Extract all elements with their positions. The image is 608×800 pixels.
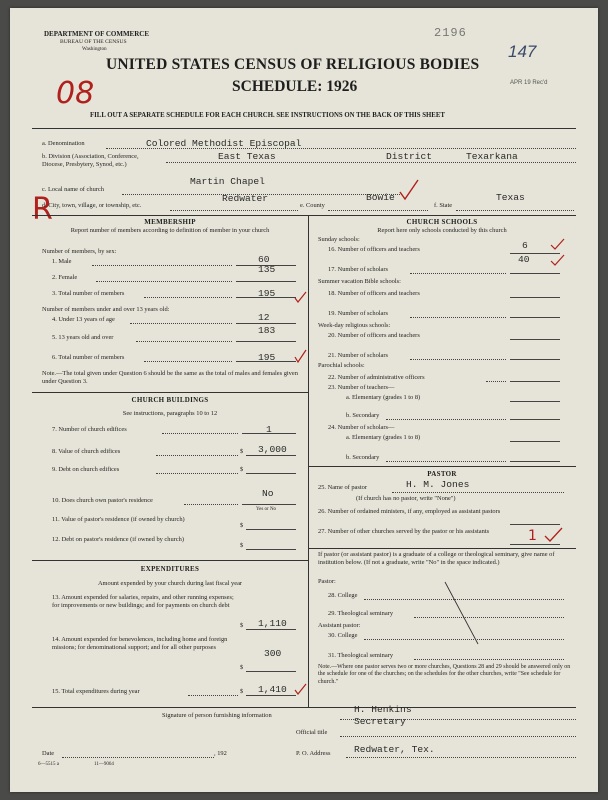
pastor-note: Note.—Where one pastor serves two or more churches, Questions 28 and 29 should be answered only on the schedule for one of the churches; on the schedules for the other churches, write "See schedule for church." [318,664,571,685]
over-13-value: 183 [258,325,276,336]
stamp-number: 2196 [434,26,467,40]
weekday-scholars-leader [410,359,506,360]
seminary-line [414,617,564,618]
state-line [456,210,574,211]
under-13-label: 4. Under 13 years of age [52,316,115,323]
teachers-label: 23. Number of teachers— [328,384,395,391]
benevolences-value: 300 [264,648,282,659]
check-mark-icon [544,526,564,544]
dollar-sign: $ [240,466,244,473]
buildings-title: CHURCH BUILDINGS [131,396,209,404]
summer-scholars-line [510,317,560,318]
city-value: Redwater [222,193,269,204]
check-mark-icon [550,236,566,252]
weekday-teachers-line [510,339,560,340]
total-members-2-leader [144,361,232,362]
female-leader [96,281,232,282]
admin-officers-leader [486,381,506,382]
seminary-label: 29. Theological seminary [328,610,394,617]
assistant-pastor-sublabel: Assistant pastor: [318,622,361,629]
handwritten-number: 147 [508,42,537,61]
sunday-scholars-label: 17. Number of scholars [328,266,388,273]
benevolences-label: 14. Amount expended for benevolences, including home and foreign missions; for denominational support; and for all other purposes [52,636,228,651]
body-divider [32,707,576,708]
teachers-secondary-label: b. Secondary [346,412,380,419]
yes-no-hint: Yes or No [256,507,277,512]
asst-seminary-label: 31. Theological seminary [328,652,394,659]
pastor-name-value: H. M. Jones [406,479,470,490]
teachers-secondary-leader [386,419,506,420]
expenditures-title: EXPENDITURES [140,565,200,573]
weekday-scholars-label: 21. Number of scholars [328,352,388,359]
check-mark-icon [294,290,308,304]
city-line [170,210,298,211]
edifice-value-label: 8. Value of church edifices [52,448,121,455]
total-expenditures-leader [188,695,238,696]
po-address-value: Redwater, Tex. [354,744,435,755]
admin-officers-label: 22. Number of administrative officers [328,374,425,381]
department-name: DEPARTMENT OF COMMERCE [44,30,150,38]
residence-debt-label: 12. Debt on pastor's residence (if owned by church) [52,536,184,543]
form-title: UNITED STATES CENSUS OF RELIGIOUS BODIES [106,56,480,73]
total-expenditures-value: 1,410 [258,684,287,695]
date-year: , 192 [214,750,227,757]
pastor-sublabel: Pastor: [318,578,336,585]
summer-scholars-label: 19. Number of scholars [328,310,388,317]
church-edifices-value: 1 [266,424,272,435]
dollar-sign: $ [240,542,244,549]
membership-note: Note.—The total given under Question 6 should be the same as the total of males and females given under Question 3. [42,370,298,385]
denomination-value: Colored Methodist Episcopal [146,138,302,149]
buildings-divider [32,560,308,561]
teachers-secondary-line [510,419,560,420]
sunday-scholars-value: 40 [518,254,530,265]
other-churches-line [510,544,560,545]
ordained-ministers-line [510,524,560,525]
schools-subtitle: Report here only schools conducted by this church [377,227,507,234]
running-expenses-value: 1,110 [258,618,287,629]
po-address-line [346,757,576,758]
members-by-sex-label: Number of members, by sex: [42,248,117,255]
residence-debt-line [246,549,296,550]
city-name: Washington [82,46,107,52]
handwritten-red-code: 08 [56,76,95,111]
division-value-2: District [386,151,433,162]
female-value: 135 [258,264,276,275]
total-expenditures-label: 15. Total expenditures during year [52,688,140,695]
owns-residence-value: No [262,488,274,499]
graduate-note: If pastor (or assistant pastor) is a graduate of a college or theological seminary, give name of institution below. (If not a graduate, write "No" in the space indicated.) [318,551,555,566]
dollar-sign: $ [240,688,244,695]
running-expenses-label: 13. Amount expended for salaries, repairs, and other running expenses; for improvements or new buildings; and for payments on church debt [52,594,234,609]
edifice-debt-leader [156,473,238,474]
column-divider [308,215,309,707]
weekday-scholars-line [510,359,560,360]
form-instruction: FILL OUT A SEPARATE SCHEDULE FOR EACH CHURCH. SEE INSTRUCTIONS ON THE BACK OF THIS SHEET [90,112,445,119]
edifice-value-line [246,455,296,456]
state-label: f. State [434,202,453,209]
footer-code-2: 11—9064 [94,762,114,767]
teachers-elementary-line [510,401,560,402]
owns-residence-line [242,504,296,505]
division-label: b. Division (Association, Conference, Diocese, Presbytery, Synod, etc.) [42,153,139,168]
check-mark-icon [550,252,566,268]
state-value: Texas [496,192,525,203]
other-churches-label: 27. Number of other churches served by the pastor or his assistants [318,528,490,535]
owns-residence-leader [184,504,238,505]
dollar-sign: $ [240,448,244,455]
membership-title: MEMBERSHIP [144,218,196,226]
membership-divider [32,392,308,393]
handwritten-red-r: R [32,192,53,227]
dollar-sign: $ [240,522,244,529]
members-by-age-label: Number of members under and over 13 years old: [42,306,170,313]
official-title-label: Official title [296,729,328,736]
scholars-secondary-line [510,461,560,462]
running-expenses-line [246,629,296,630]
female-label: 2. Female [52,274,78,281]
date-line [62,757,214,758]
check-mark-icon [398,178,420,202]
dollar-sign: $ [240,664,244,671]
check-mark-icon [294,348,308,364]
summer-teachers-label: 18. Number of officers and teachers [328,290,420,297]
total-members-2-label: 6. Total number of members [52,354,125,361]
strike-line-icon [442,580,482,648]
check-mark-icon [294,682,308,696]
scholars-elementary-line [510,441,560,442]
official-title-line [340,736,576,737]
sunday-scholars-leader [410,273,506,274]
church-edifices-leader [162,433,238,434]
signature-label: Signature of person furnishing information [162,712,272,719]
division-line [166,162,576,163]
summer-teachers-line [510,297,560,298]
county-line [328,210,428,211]
header-divider [32,128,576,129]
schools-divider [308,466,576,467]
total-members-label: 3. Total number of members [52,290,125,297]
sunday-schools-label: Sunday schools: [318,236,360,243]
summer-schools-label: Summer vacation Bible schools: [318,278,401,285]
total-members-value: 195 [258,288,276,299]
po-address-label: P. O. Address [296,750,331,757]
scholars-label: 24. Number of scholars— [328,424,395,431]
official-title-value: Secretary [354,716,406,727]
college-label: 28. College [328,592,358,599]
pastor-name-line [392,492,564,493]
residence-value-line [246,529,296,530]
local-name-label: c. Local name of church [42,186,104,193]
form-subtitle: SCHEDULE: 1926 [232,78,358,95]
division-value: East Texas [218,151,276,162]
sunday-teachers-label: 16. Number of officers and teachers [328,246,420,253]
division-value-3: Texarkana [466,151,518,162]
total-members-2-value: 195 [258,352,276,363]
census-schedule-document [10,8,598,792]
county-label: e. County [300,202,325,209]
edifice-value-leader [156,455,238,456]
asst-college-line [364,639,564,640]
county-value: Bowie [366,192,395,203]
identity-divider [32,215,576,216]
sunday-teachers-value: 6 [522,240,528,251]
buildings-subtitle: See instructions, paragraphs 10 to 12 [122,410,218,417]
bureau-name: BUREAU OF THE CENSUS [60,39,127,45]
under-13-line [236,323,296,324]
ordained-ministers-label: 26. Number of ordained ministers, if any, employed as assistant pastors [318,508,501,515]
over-13-label: 5. 13 years old and over [52,334,114,341]
benevolences-line [246,671,296,672]
under-13-leader [130,323,232,324]
male-label: 1. Male [52,258,72,265]
scholars-secondary-leader [386,461,506,462]
residence-value-label: 11. Value of pastor's residence (if owned by church) [52,516,185,523]
female-line [236,281,296,282]
pastor-name-label: 25. Name of pastor [318,484,367,491]
parochial-schools-label: Parochial schools: [318,362,365,369]
other-churches-value: 1 [528,528,537,544]
edifice-debt-line [246,473,296,474]
total-members-leader [144,297,232,298]
under-13-value: 12 [258,312,270,323]
pastor-none-note: (If church has no pastor, write "None") [356,495,456,502]
weekday-teachers-label: 20. Number of officers and teachers [328,332,420,339]
admin-officers-line [510,381,560,382]
male-leader [92,265,232,266]
church-edifices-label: 7. Number of church edifices [52,426,127,433]
owns-residence-label: 10. Does church own pastor's residence [52,497,153,504]
total-expenditures-line [246,695,296,696]
over-13-line [236,341,296,342]
summer-scholars-leader [410,317,506,318]
signature-value: H. Henkins [354,704,412,715]
scholars-elementary-label: a. Elementary (grades 1 to 8) [346,434,421,441]
schools-title: CHURCH SCHOOLS [406,218,478,226]
weekday-schools-label: Week-day religious schools: [318,322,391,329]
dollar-sign: $ [240,622,244,629]
pastor-title: PASTOR [427,470,457,478]
footer-code-1: 6—5515 a [38,762,59,767]
local-name-value: Martin Chapel [190,176,265,187]
asst-college-label: 30. College [328,632,358,639]
male-value: 60 [258,254,270,265]
sunday-scholars-line [510,273,560,274]
scholars-secondary-label: b. Secondary [346,454,380,461]
denomination-label: a. Denomination [42,140,85,147]
membership-subtitle: Report number of members according to definition of member in your church [70,227,270,234]
date-label: Date [42,750,55,757]
expenditures-subtitle: Amount expended by your church during last fiscal year [97,580,243,587]
edifice-value: 3,000 [258,444,287,455]
asst-seminary-line [414,659,564,660]
over-13-leader [136,341,232,342]
edifice-debt-label: 9. Debt on church edifices [52,466,120,473]
teachers-elementary-label: a. Elementary (grades 1 to 8) [346,394,421,401]
pastor-divider [308,548,576,549]
received-stamp: APR 19 Rec'd [510,80,548,86]
city-label: d. City, town, village, or township, etc. [42,202,142,209]
